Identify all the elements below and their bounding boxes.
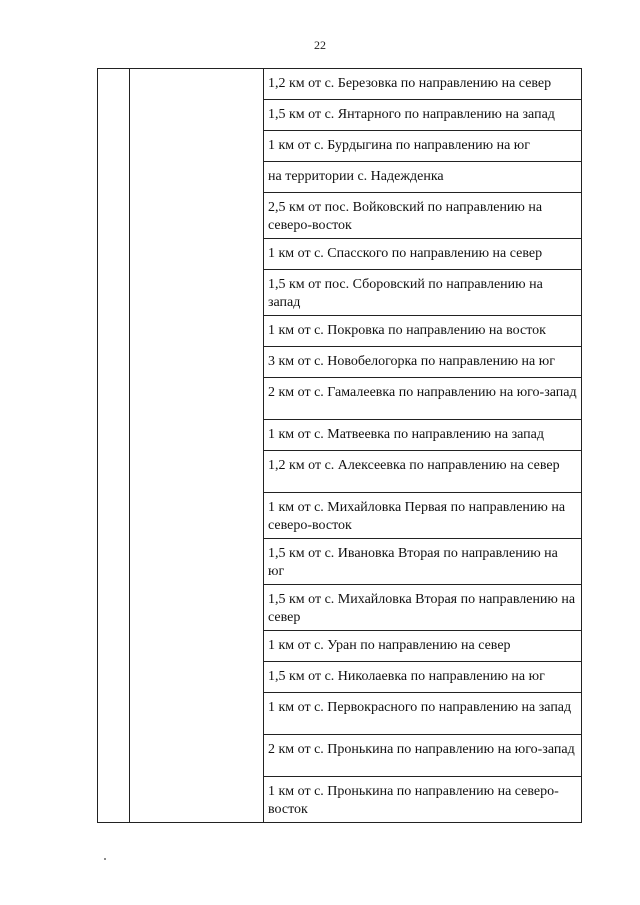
location-cell: 1,5 км от с. Михайловка Вторая по направлению на север: [264, 585, 582, 631]
locations-table: [97, 68, 582, 823]
location-cell: 1 км от с. Уран по направлению на север: [264, 631, 582, 662]
location-cell: 2 км от с. Гамалеевка по направлению на юго-запад: [264, 378, 582, 420]
location-cell: 1 км от с. Спасского по направлению на север: [264, 239, 582, 270]
location-cell: 1 км от с. Михайловка Первая по направлению на северо-восток: [264, 493, 582, 539]
location-cell: на территории с. Надежденка: [264, 162, 582, 193]
location-cell: 2,5 км от пос. Войковский по направлению на северо-восток: [264, 193, 582, 239]
merged-cell-name: [130, 69, 264, 823]
location-cell: 1,5 км от с. Ивановка Вторая по направлению на юг: [264, 539, 582, 585]
table-row: [98, 69, 582, 100]
location-cell: 3 км от с. Новобелогорка по направлению на юг: [264, 347, 582, 378]
location-cell: 1 км от с. Бурдыгина по направлению на юг: [264, 131, 582, 162]
location-cell: 2 км от с. Пронькина по направлению на юго-запад: [264, 735, 582, 777]
location-cell: 1 км от с. Матвеевка по направлению на запад: [264, 420, 582, 451]
location-cell: 1,2 км от с. Березовка по направлению на север: [264, 69, 582, 100]
location-cell: 1 км от с. Покровка по направлению на восток: [264, 316, 582, 347]
page-number: 22: [314, 38, 326, 52]
merged-cell-number: [98, 69, 130, 823]
scan-speck: [104, 858, 106, 860]
location-cell: 1,5 км от пос. Сборовский по направлению на запад: [264, 270, 582, 316]
location-cell: 1 км от с. Пронькина по направлению на северо-восток: [264, 777, 582, 823]
location-cell: 1 км от с. Первокрасного по направлению на запад: [264, 693, 582, 735]
location-cell: 1,2 км от с. Алексеевка по направлению на север: [264, 451, 582, 493]
location-cell: 1,5 км от с. Янтарного по направлению на запад: [264, 100, 582, 131]
location-cell: 1,5 км от с. Николаевка по направлению на юг: [264, 662, 582, 693]
